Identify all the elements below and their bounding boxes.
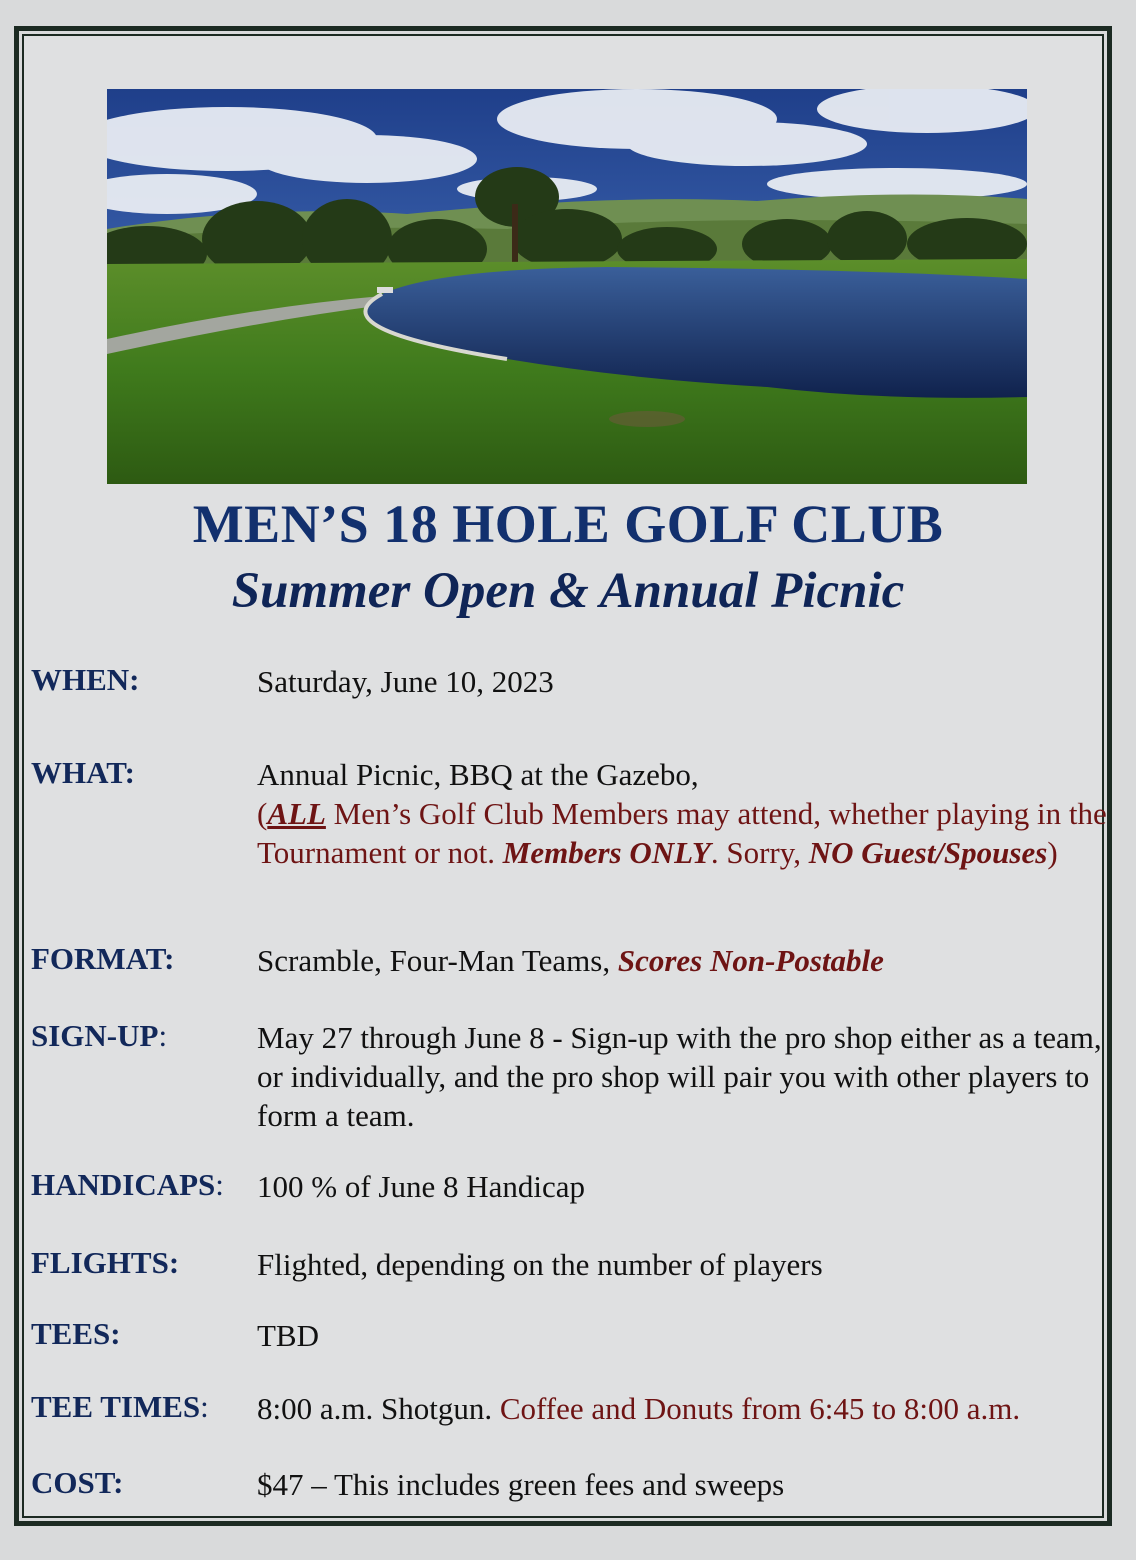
no-guests-emphasis: NO Guest/Spouses bbox=[808, 835, 1048, 870]
coffee-note: Coffee and Donuts from 6:45 to 8:00 a.m. bbox=[499, 1391, 1021, 1426]
all-emphasis: ALL bbox=[267, 796, 326, 831]
flights-label: FLIGHTS: bbox=[31, 1245, 180, 1280]
tees-value: TBD bbox=[257, 1318, 319, 1353]
tees-label: TEES: bbox=[31, 1316, 121, 1351]
what-note: (ALL Men’s Golf Club Members may attend, whether playing in the Tournament or not. Members ONLY. Sorry, NO Guest/Spouses) bbox=[257, 796, 1107, 870]
format-label: FORMAT: bbox=[31, 941, 175, 976]
when-value: Saturday, June 10, 2023 bbox=[257, 664, 554, 699]
members-only-emphasis: Members ONLY bbox=[502, 835, 711, 870]
when-label: WHEN: bbox=[31, 662, 140, 697]
signup-label: SIGN-UP: bbox=[31, 1018, 168, 1053]
non-postable-emphasis: Scores Non-Postable bbox=[617, 943, 884, 978]
event-subtitle: Summer Open & Annual Picnic bbox=[231, 563, 905, 619]
signup-value: May 27 through June 8 - Sign-up with the pro shop either as a team, or individually, and the pro shop will pair you with other players to form a team. bbox=[257, 1020, 1102, 1133]
format-value: Scramble, Four-Man Teams, Scores Non-Postable bbox=[257, 943, 884, 978]
cost-value: $47 – This includes green fees and sweeps bbox=[257, 1467, 785, 1502]
golf-course-photo bbox=[107, 89, 1027, 484]
what-value bbox=[257, 755, 1107, 872]
tee-times-label: TEE TIMES: bbox=[31, 1389, 209, 1424]
what-label: WHAT: bbox=[31, 755, 135, 790]
handicaps-label: HANDICAPS: bbox=[31, 1167, 224, 1202]
handicaps-value: 100 % of June 8 Handicap bbox=[257, 1169, 585, 1204]
tee-times-value: 8:00 a.m. Shotgun. Coffee and Donuts from 6:45 to 8:00 a.m. bbox=[257, 1391, 1021, 1426]
what-line: Annual Picnic, BBQ at the Gazebo, bbox=[257, 757, 699, 792]
flights-value: Flighted, depending on the number of players bbox=[257, 1247, 823, 1282]
cost-label: COST: bbox=[31, 1465, 124, 1500]
page-title: MEN’S 18 HOLE GOLF CLUB bbox=[192, 494, 944, 554]
